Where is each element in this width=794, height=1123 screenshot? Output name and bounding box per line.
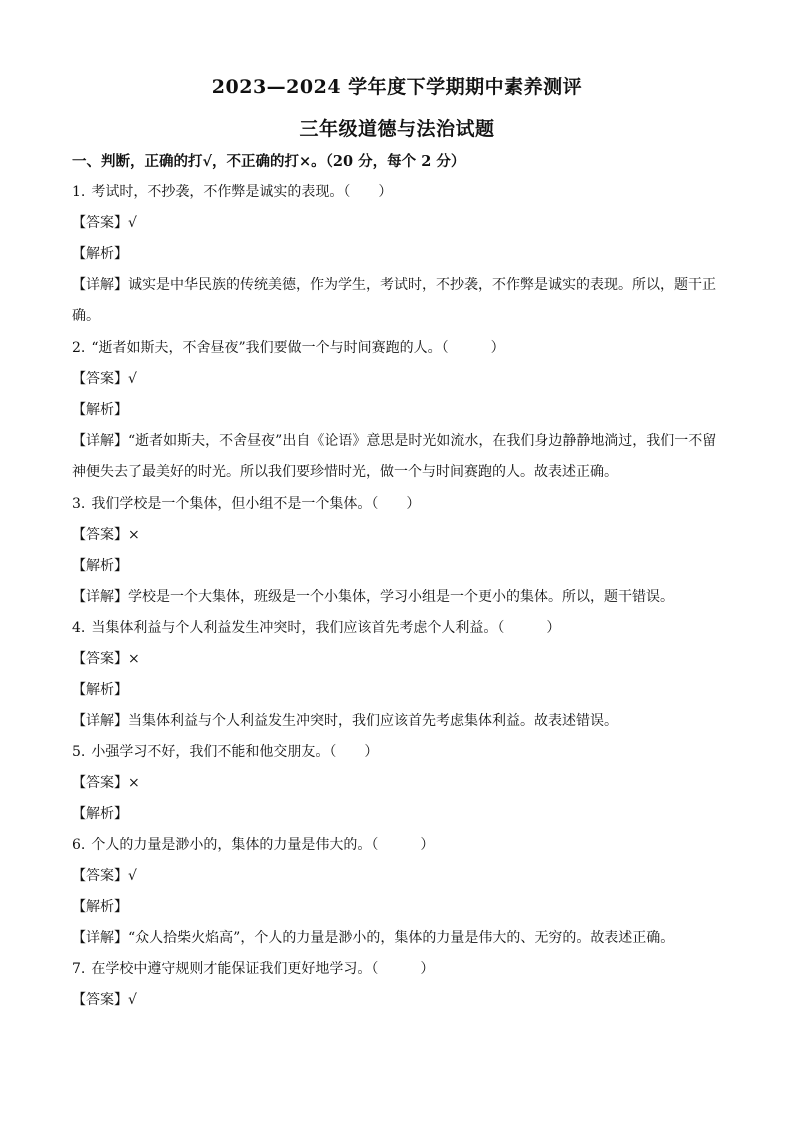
question-text: 小强学习不好，我们不能和他交朋友。（ ） (91, 744, 379, 760)
analysis-label: 【解析】 (72, 806, 128, 822)
answer-value: × (128, 527, 140, 543)
answer-value: × (128, 651, 140, 667)
answer-row-1 (72, 213, 137, 233)
answer-row-3 (72, 525, 140, 545)
detail-row-2 (72, 426, 722, 488)
answer-value: √ (128, 992, 137, 1008)
detail-row-3 (72, 587, 674, 607)
detail-label: 【详解】 (72, 277, 128, 293)
analysis-row-1 (72, 244, 128, 264)
question-number: 1. (72, 184, 86, 200)
answer-label: 【答案】 (72, 371, 128, 387)
analysis-row-3 (72, 556, 128, 576)
answer-label: 【答案】 (72, 775, 128, 791)
detail-label: 【详解】 (72, 713, 128, 729)
question-5 (72, 742, 378, 762)
section-heading: 一、判断，正确的打√，不正确的打×。（20 分，每个 2 分） (72, 153, 466, 170)
answer-row-2 (72, 369, 137, 389)
detail-row-1 (72, 270, 722, 332)
answer-label: 【答案】 (72, 527, 128, 543)
answer-value: √ (128, 215, 137, 231)
analysis-row-4 (72, 680, 128, 700)
detail-label: 【详解】 (72, 589, 128, 605)
question-text: “逝者如斯夫，不舍昼夜”我们要做一个与时间赛跑的人。（ ） (91, 340, 505, 356)
question-number: 2. (72, 340, 86, 356)
question-2 (72, 338, 505, 358)
question-number: 7. (72, 961, 86, 977)
question-text: 考试时，不抄袭，不作弊是诚实的表现。（ ） (91, 184, 393, 200)
question-text: 当集体利益与个人利益发生冲突时，我们应该首先考虑个人利益。（ ） (91, 620, 561, 636)
analysis-row-5 (72, 804, 128, 824)
question-7 (72, 959, 434, 979)
answer-row-5 (72, 773, 140, 793)
question-4 (72, 618, 560, 638)
analysis-row-2 (72, 400, 128, 420)
question-3 (72, 494, 420, 514)
page-title: 2023—2024 学年度下学期期中素养测评 (211, 76, 583, 98)
question-text: 在学校中遵守规则才能保证我们更好地学习。（ ） (91, 961, 435, 977)
answer-value: √ (128, 868, 137, 884)
analysis-row-6 (72, 897, 128, 917)
detail-row-4 (72, 711, 618, 731)
question-text: 个人的力量是渺小的，集体的力量是伟大的。（ ） (91, 837, 435, 853)
detail-text: 诚实是中华民族的传统美德，作为学生，考试时，不抄袭，不作弊是诚实的表现。所以，题干正确。 (72, 277, 716, 324)
question-text: 我们学校是一个集体，但小组不是一个集体。（ ） (91, 496, 421, 512)
analysis-label: 【解析】 (72, 558, 128, 574)
analysis-label: 【解析】 (72, 682, 128, 698)
analysis-label: 【解析】 (72, 402, 128, 418)
answer-value: × (128, 775, 140, 791)
page-subtitle: 三年级道德与法治试题 (299, 118, 495, 140)
answer-row-4 (72, 649, 140, 669)
detail-label: 【详解】 (72, 930, 128, 946)
answer-label: 【答案】 (72, 868, 128, 884)
analysis-label: 【解析】 (72, 899, 128, 915)
detail-text: “逝者如斯夫，不舍昼夜”出自《论语》意思是时光如流水，在我们身边静静地淌过，我们一不留神便失去了最美好的时光。所以我们要珍惜时光，做一个与时间赛跑的人。故表述正确。 (72, 433, 717, 480)
answer-label: 【答案】 (72, 651, 128, 667)
question-1 (72, 182, 392, 202)
detail-text: 学校是一个大集体，班级是一个小集体，学习小组是一个更小的集体。所以，题干错误。 (128, 589, 674, 605)
answer-row-7 (72, 990, 137, 1010)
analysis-label: 【解析】 (72, 246, 128, 262)
detail-text: “众人拾柴火焰高”，个人的力量是渺小的，集体的力量是伟大的、无穷的。故表述正确。 (128, 930, 675, 946)
detail-text: 当集体利益与个人利益发生冲突时，我们应该首先考虑集体利益。故表述错误。 (128, 713, 618, 729)
question-number: 4. (72, 620, 86, 636)
answer-value: √ (128, 371, 137, 387)
answer-label: 【答案】 (72, 992, 128, 1008)
question-number: 6. (72, 837, 86, 853)
answer-row-6 (72, 866, 137, 886)
question-6 (72, 835, 434, 855)
question-number: 3. (72, 496, 86, 512)
detail-label: 【详解】 (72, 433, 128, 449)
detail-row-6 (72, 928, 674, 948)
question-number: 5. (72, 744, 86, 760)
answer-label: 【答案】 (72, 215, 128, 231)
